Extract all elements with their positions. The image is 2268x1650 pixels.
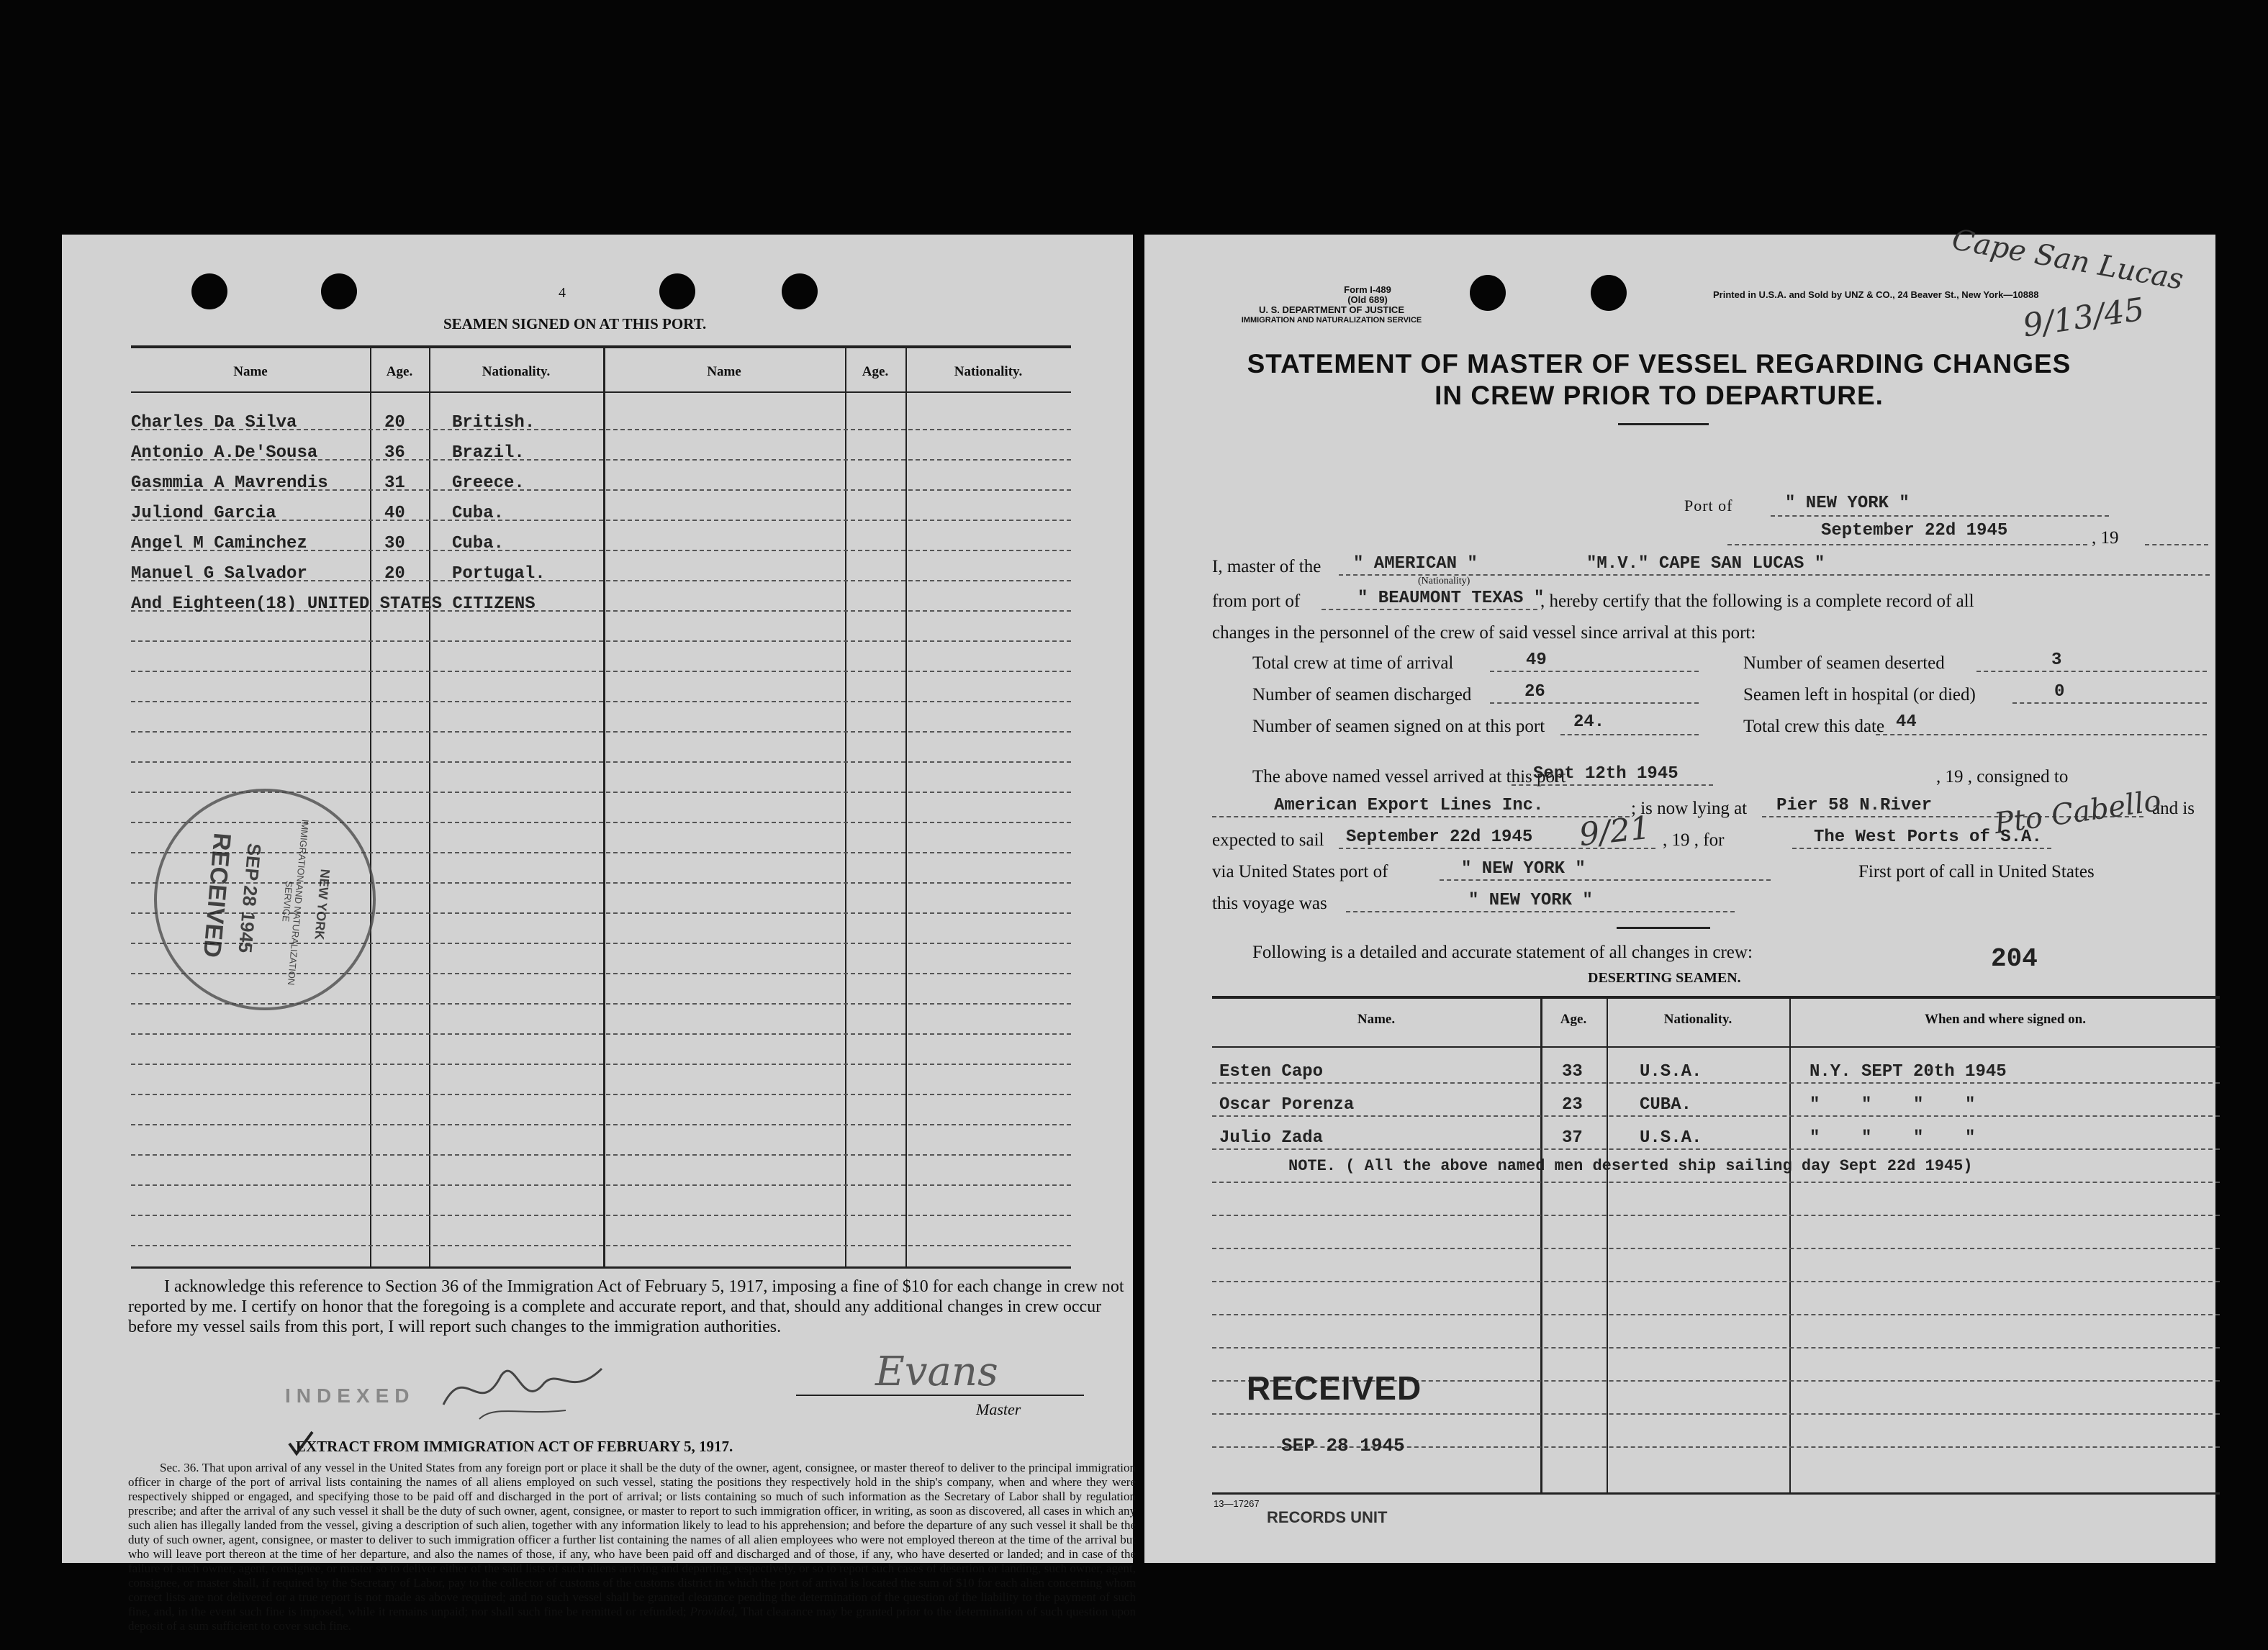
seaman-name: Manuel G Salvador — [131, 564, 307, 584]
page-number: 4 — [559, 285, 566, 301]
seaman-nationality: Portugal. — [452, 564, 546, 584]
nationality-value: " AMERICAN " — [1353, 554, 1478, 574]
footer-code: 13—17267 — [1214, 1498, 1260, 1509]
expected-label: expected to sail — [1212, 830, 1324, 850]
extract-checkmark — [286, 1429, 315, 1458]
deserter-name: Esten Capo — [1219, 1062, 1324, 1082]
deserter-signed-on: N.Y. SEPT 20th 1945 — [1810, 1062, 2007, 1082]
col-header-age: Age. — [1560, 1012, 1587, 1027]
received-date: SEP 28 1945 — [1281, 1435, 1405, 1456]
deserted-label: Number of seamen deserted — [1743, 653, 1945, 673]
col-header-name: Name — [233, 364, 268, 379]
deserter-age: 33 — [1562, 1062, 1583, 1082]
stamp-service: IMMIGRATION AND NATURALIZATION SERVICE — [280, 819, 311, 986]
punch-hole — [1591, 275, 1627, 311]
col-header-nationality: Nationality. — [1663, 1012, 1732, 1027]
deserted: 3 — [2051, 651, 2062, 670]
stamp-city: NEW YORK — [312, 868, 333, 940]
handwritten-destination: Pto Cabello — [1992, 784, 2164, 841]
form-title-line1: STATEMENT OF MASTER OF VESSEL REGARDING CHANGES — [1247, 349, 2072, 378]
form-number: Form I-489 — [1344, 284, 1391, 295]
indexed-stamp: INDEXED — [285, 1384, 415, 1407]
acknowledgement-text: I acknowledge this reference to Section 36 of the Immigration Act of February 5, 1917, imposing a fine of $10 for each change in crew not reported by me. I certify on honor that the foregoing is a complete and accurate report, and that, should any additional changes in crew occur before my vessel sails from this port, I will report such changes to the immigration authorities. — [128, 1277, 1124, 1336]
certify-text: , hereby certify that the following is a complete record of all — [1540, 591, 1974, 611]
arrived-value: Sept 12th 1945 — [1533, 764, 1679, 784]
form-old: (Old 689) — [1347, 294, 1388, 305]
citizens-note: And Eighteen(18) UNITED STATES CITIZENS — [131, 594, 536, 614]
col-header-signed-on: When and where signed on. — [1924, 1012, 2086, 1027]
extract-body: That upon arrival of any vessel in the United States from any foreign port or place it shall be the duty of the owner, agent, consignee, or master thereof to deliver to the principal immigration officer in charge of the port of arrival lists containing the names of all aliens employed on such vessel, stating the positions they respectively hold in the ship's company, when and where they were respectively shipped or engaged, and specifying those to be paid off and discharged in the port of arrival; or lists containing so much of such information as the Secretary of Labor shall by regulation prescribe; and after the arrival of any such vessel it shall be the duty of such owner, agent, consignee, or master to report to such immigration officer, in writing, as soon as discovered, all cases in which any such alien has illegally landed from the vessel, giving a description of such alien, together with any information likely to lead to his apprehension; and before the departure of any such vessel it shall be the duty of such owner, agent, consignee, or master to deliver to such immigration officer a further list containing the names of all alien employees who were not employed thereon at the time of the arrival but who will leave port thereon at the time of her departure, and also the names of those, if any, who have been paid off and discharged and of those, if any, who have deserted or landed; and in case of the failure of such owner, agent, consignee, or master so to deliver either of the said lists of such aliens arriving and departing, respectively, or so to report such cases of desertion or landing, such owner, agent, consignee, or master shall, if required by the Secretary of Labor, pay to the collector of customs of the customs district in which the port of arrival is located the sum of $10 for each alien concerning whom correct lists are not delivered or a true report is not made as above required; and no such vessel shall be granted clearance pending the determination of the question of the liability to the payment of such fine, and, in the event such fine is imposed, while it remains unpaid; nor shall such fine be remitted or refunded; — [128, 1461, 1136, 1618]
extract-end: That clearance may be granted prior to the determination of such question upon deposit of a sum sufficient to cover such fine. — [128, 1605, 1137, 1633]
received-stamp-text: RECEIVED — [1247, 1369, 1422, 1407]
col-header-age: Age. — [386, 364, 413, 379]
deserter-nationality: U.S.A. — [1640, 1128, 1702, 1148]
handwritten-date: 9/13/45 — [2020, 291, 2147, 345]
punch-hole — [782, 273, 818, 309]
seaman-age: 31 — [384, 473, 405, 493]
expected-value: September 22d 1945 — [1346, 828, 1533, 847]
seaman-name: Angel M Caminchez — [131, 534, 307, 553]
this-voyage-label: this voyage was — [1212, 894, 1327, 913]
seaman-name: Charles Da Silva — [131, 413, 297, 432]
records-unit: RECORDS UNIT — [1267, 1508, 1388, 1526]
deserter-age: 37 — [1562, 1128, 1583, 1148]
punch-hole — [191, 273, 227, 309]
printer-line: Printed in U.S.A. and Sold by UNZ & CO., 24 Beaver St., New York—10888 — [1713, 289, 2039, 300]
stamp-title: RECEIVED — [197, 831, 236, 959]
total-crew-arrival-label: Total crew at time of arrival — [1252, 653, 1454, 673]
seaman-name: Gasmmia A Mavrendis — [131, 473, 328, 493]
received-stamp — [145, 779, 385, 1020]
seaman-nationality: Greece. — [452, 473, 525, 493]
col-header-nationality: Nationality. — [482, 364, 551, 379]
nationality-caption: (Nationality) — [1418, 576, 1470, 586]
year-label: , 19 — [2092, 528, 2119, 548]
extract-title: EXTRACT FROM IMMIGRATION ACT OF FEBRUARY 5, 1917. — [296, 1438, 733, 1455]
lying-label: ; is now lying at — [1631, 799, 1748, 818]
port-label: Port of — [1684, 497, 1733, 515]
deserter-nationality: CUBA. — [1640, 1095, 1692, 1115]
date-value: September 22d 1945 — [1821, 521, 2008, 540]
seaman-nationality: British. — [452, 413, 536, 432]
col-header-name: Name. — [1357, 1012, 1396, 1027]
first-port-label: First port of call in United States — [1858, 862, 2095, 881]
form-title — [1180, 348, 2138, 412]
hospital-label: Seamen left in hospital (or died) — [1743, 685, 1976, 704]
handwritten-vessel: Cape San Lucas — [1949, 223, 2186, 296]
this-voyage-value: " NEW YORK " — [1468, 891, 1593, 910]
lying-value: Pier 58 N.River — [1776, 796, 1933, 815]
punch-hole — [659, 273, 695, 309]
seaman-age: 36 — [384, 443, 405, 463]
col-header-nationality-2: Nationality. — [954, 364, 1023, 379]
deserter-nationality: U.S.A. — [1640, 1062, 1702, 1082]
for-label: , 19 , for — [1663, 830, 1725, 850]
master-of-label: I, master of the — [1212, 557, 1322, 576]
master-signature: Evans — [875, 1348, 998, 1395]
hospital: 0 — [2054, 682, 2065, 702]
service: IMMIGRATION AND NATURALIZATION SERVICE — [1241, 316, 1422, 325]
seaman-nationality: Cuba. — [452, 504, 505, 523]
consignee-value: American Export Lines Inc. — [1274, 796, 1544, 815]
seaman-age: 30 — [384, 534, 405, 553]
page-code: 204 — [1991, 944, 2038, 974]
signed-on: 24. — [1573, 712, 1605, 732]
consigned-label: , 19 , consigned to — [1936, 767, 2069, 787]
discharged: 26 — [1524, 682, 1545, 702]
via-label: via United States port of — [1212, 862, 1388, 881]
from-port-label: from port of — [1212, 591, 1301, 611]
total-today: 44 — [1896, 712, 1917, 732]
punch-hole — [321, 273, 357, 309]
department: U. S. DEPARTMENT OF JUSTICE — [1259, 304, 1404, 315]
following-label: Following is a detailed and accurate statement of all changes in crew: — [1252, 943, 1753, 962]
via-value: " NEW YORK " — [1461, 859, 1586, 879]
deserting-title: DESERTING SEAMEN. — [1588, 970, 1741, 986]
discharged-label: Number of seamen discharged — [1252, 685, 1472, 704]
changes-text: changes in the personnel of the crew of said vessel since arrival at this port: — [1212, 623, 1756, 643]
deserter-signed-on: " " " " — [1810, 1095, 1976, 1115]
handwritten-sail-date: 9/21 — [1577, 809, 1653, 854]
from-port-value: " BEAUMONT TEXAS " — [1357, 589, 1545, 608]
seaman-name: Antonio A.De'Sousa — [131, 443, 318, 463]
right-page — [1144, 223, 2215, 1563]
extract-provided: Provided, — [690, 1605, 738, 1618]
col-header-name-2: Name — [707, 364, 741, 379]
deserter-signed-on: " " " " — [1810, 1128, 1976, 1148]
form-header — [1180, 285, 1483, 325]
and-is-label: and is — [2152, 799, 2195, 818]
indexed-signature — [436, 1347, 623, 1426]
col-header-age-2: Age. — [862, 364, 889, 379]
deserter-name: Julio Zada — [1219, 1128, 1324, 1148]
desertion-note: NOTE. ( All the above named men deserted ship sailing day Sept 22d 1945) — [1288, 1157, 1973, 1175]
total-crew-arrival: 49 — [1526, 651, 1547, 670]
section-title: SEAMEN SIGNED ON AT THIS PORT. — [443, 315, 707, 332]
seaman-age: 40 — [384, 504, 405, 523]
extract-text — [128, 1461, 1136, 1633]
arrived-label: The above named vessel arrived at this port — [1252, 767, 1566, 787]
vessel-value: "M.V." CAPE SAN LUCAS " — [1586, 554, 1825, 574]
master-label: Master — [976, 1400, 1021, 1418]
left-page — [62, 235, 1137, 1633]
seaman-nationality: Cuba. — [452, 534, 505, 553]
destination-value: The West Ports of S.A. — [1814, 828, 2042, 847]
total-today-label: Total crew this date — [1743, 717, 1885, 736]
port-value: " NEW YORK " — [1785, 494, 1910, 513]
stamp-date: SEP 28 1945 — [234, 842, 266, 954]
form-title-line2: IN CREW PRIOR TO DEPARTURE. — [1435, 381, 1884, 410]
signed-on-label: Number of seamen signed on at this port — [1252, 717, 1545, 736]
seaman-age: 20 — [384, 413, 405, 432]
deserter-age: 23 — [1562, 1095, 1583, 1115]
extract-label: Sec. 36. — [160, 1461, 199, 1474]
seaman-age: 20 — [384, 564, 405, 584]
deserter-name: Oscar Porenza — [1219, 1095, 1355, 1115]
seaman-nationality: Brazil. — [452, 443, 525, 463]
seaman-name: Juliond Garcia — [131, 504, 276, 523]
